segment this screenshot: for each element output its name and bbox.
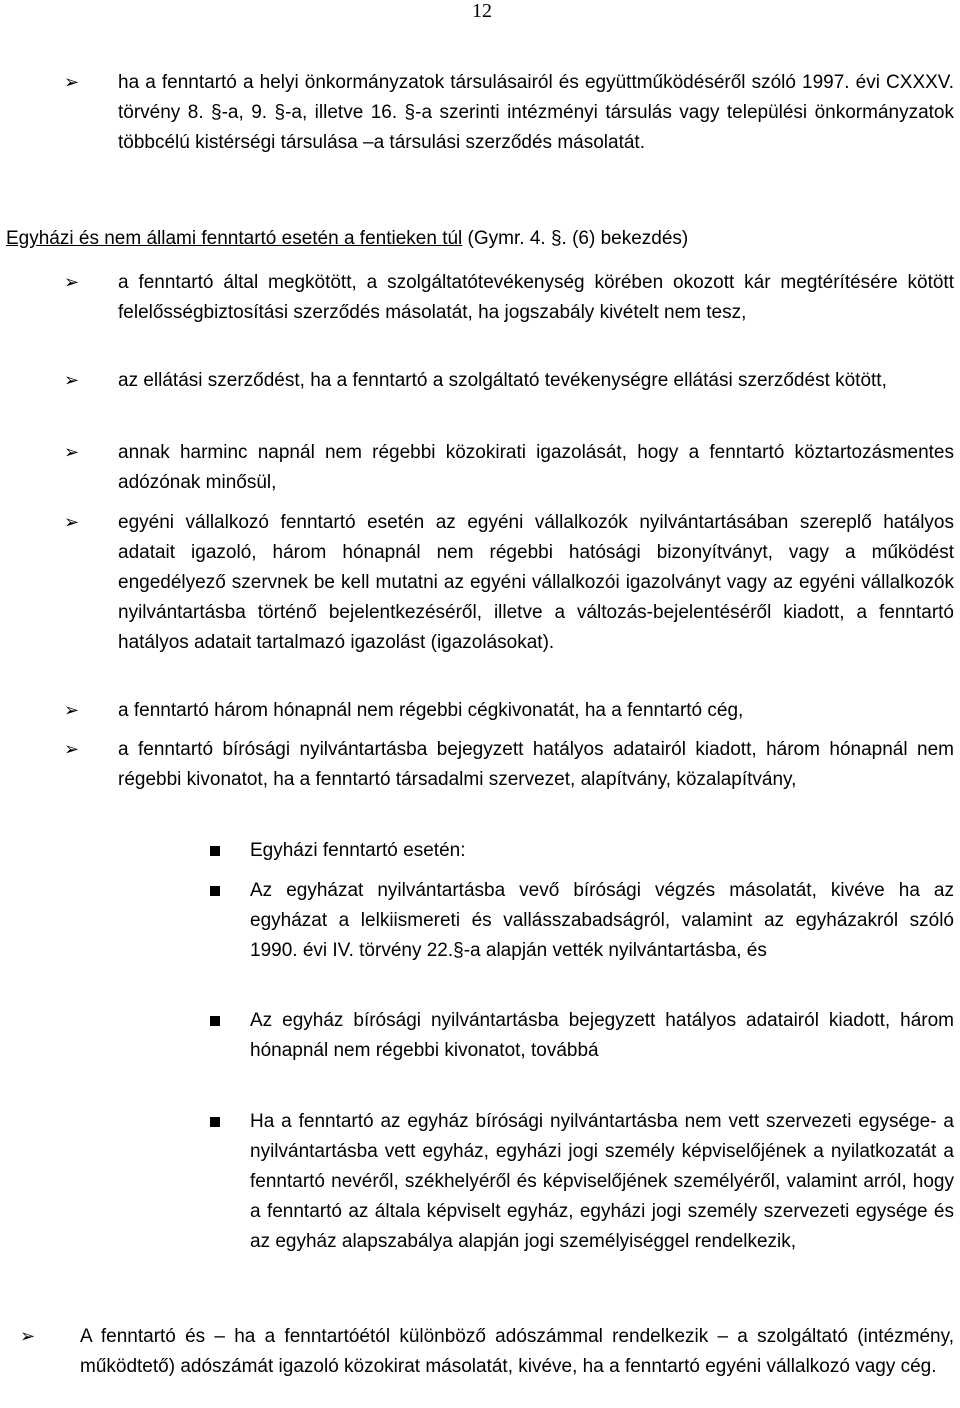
list-item-text: egyéni vállalkozó fenntartó esetén az egyéni vállalkozók nyilvántartásában szereplő hatályos adatait igazoló, három hónapnál nem régebbi hatósági bizonyítványt, vagy a működést engedélyező szervnek be kell mutatni az egyéni vállalkozói igazolványt vagy az egyéni vállalkozók nyilvántartásba történő bejelentkezéséről, illetve a változás-bejelentéséről kiadott, a fenntartó hatályos adatait tartalmazó igazolást (igazolásokat). — [118, 512, 954, 653]
list-item-text: a fenntartó három hónapnál nem régebbi cégkivonatát, ha a fenntartó cég, — [118, 700, 744, 721]
sub-list-item — [250, 876, 954, 966]
sub-list-item-text: Az egyházat nyilvántartásba vevő bírósági végzés másolatát, kivéve ha az egyházat a lelkiismereti és vallásszabadságról, valamint az egyházakról szóló 1990. évi IV. törvény 22.§-a alapján vették nyilvántartásba, és — [250, 880, 954, 961]
list-item-text: ha a fenntartó a helyi önkormányzatok társulásairól és együttműködéséről szóló 1997. évi CXXXV. törvény 8. §-a, 9. §-a, illetve 16. §-a szerinti intézményi társulás vagy települési önkormányzatok többcélú kistérségi társulása –a társulási szerződés másolatát. — [118, 72, 954, 153]
arrow-bullet-icon: ➢ — [64, 272, 80, 293]
square-bullet-icon — [210, 846, 220, 856]
sub-list-item-text: Ha a fenntartó az egyház bírósági nyilvántartásba nem vett szervezeti egysége- a nyilvántartásba vett egyház, egyházi jogi személy képviselőjének a nyilatkozatát a fenntartó nevéről, székhelyéről és képviselőjének személyéről, valamint arról, hogy a fenntartó az általa képviselt egyház, egyházi jogi személy szervezeti egysége és az egyház alapszabálya alapján jogi személyiséggel rendelkezik, — [250, 1111, 954, 1252]
list-item — [118, 366, 954, 396]
square-bullet-icon — [210, 886, 220, 896]
arrow-bullet-icon: ➢ — [64, 700, 80, 721]
list-item-text: A fenntartó és – ha a fenntartóétól különböző adószámmal rendelkezik – a szolgáltató (intézmény, működtető) adószámát igazoló közokirat másolatát, kivéve, ha a fenntartó egyéni vállalkozó vagy cég. — [80, 1326, 954, 1377]
list-item-text: a fenntartó bírósági nyilvántartásba bejegyzett hatályos adatairól kiadott, három hónapnál nem régebbi kivonatot, ha a fenntartó társadalmi szervezet, alapítvány, közalapítvány, — [118, 739, 954, 790]
sub-list-item — [250, 1107, 954, 1257]
arrow-bullet-icon: ➢ — [64, 442, 80, 463]
square-bullet-icon — [210, 1117, 220, 1127]
list-item — [118, 735, 954, 795]
sub-list-item — [250, 836, 954, 866]
arrow-bullet-icon: ➢ — [64, 739, 80, 760]
sub-list-item-text: Az egyház bírósági nyilvántartásba bejegyzett hatályos adatairól kiadott, három hónapnál nem régebbi kivonatot, továbbá — [250, 1010, 954, 1061]
arrow-bullet-icon: ➢ — [20, 1326, 36, 1347]
sub-list-item-text: Egyházi fenntartó esetén: — [250, 840, 466, 861]
list-item — [118, 68, 954, 158]
list-item-text: annak harminc napnál nem régebbi közokirati igazolását, hogy a fenntartó köztartozásmentes adózónak minősül, — [118, 442, 954, 493]
list-item-text: a fenntartó által megkötött, a szolgáltatótevékenység körében okozott kár megtérítésére kötött felelősségbiztosítási szerződés másolatát, ha jogszabály kivételt nem tesz, — [118, 272, 954, 323]
sub-list-item — [250, 1006, 954, 1066]
section-heading — [6, 224, 688, 254]
section-heading-reference: (Gymr. 4. §. (6) bekezdés) — [462, 228, 689, 249]
list-item — [118, 508, 954, 658]
arrow-bullet-icon: ➢ — [64, 72, 80, 93]
arrow-bullet-icon: ➢ — [64, 370, 80, 391]
list-item — [80, 1322, 954, 1382]
page-number: 12 — [472, 0, 492, 22]
square-bullet-icon — [210, 1016, 220, 1026]
list-item — [118, 696, 954, 726]
list-item-text: az ellátási szerződést, ha a fenntartó a szolgáltató tevékenységre ellátási szerződést kötött, — [118, 370, 887, 391]
section-heading-underlined: Egyházi és nem állami fenntartó esetén a fentieken túl — [6, 228, 463, 249]
list-item — [118, 268, 954, 328]
arrow-bullet-icon: ➢ — [64, 512, 80, 533]
list-item — [118, 438, 954, 498]
